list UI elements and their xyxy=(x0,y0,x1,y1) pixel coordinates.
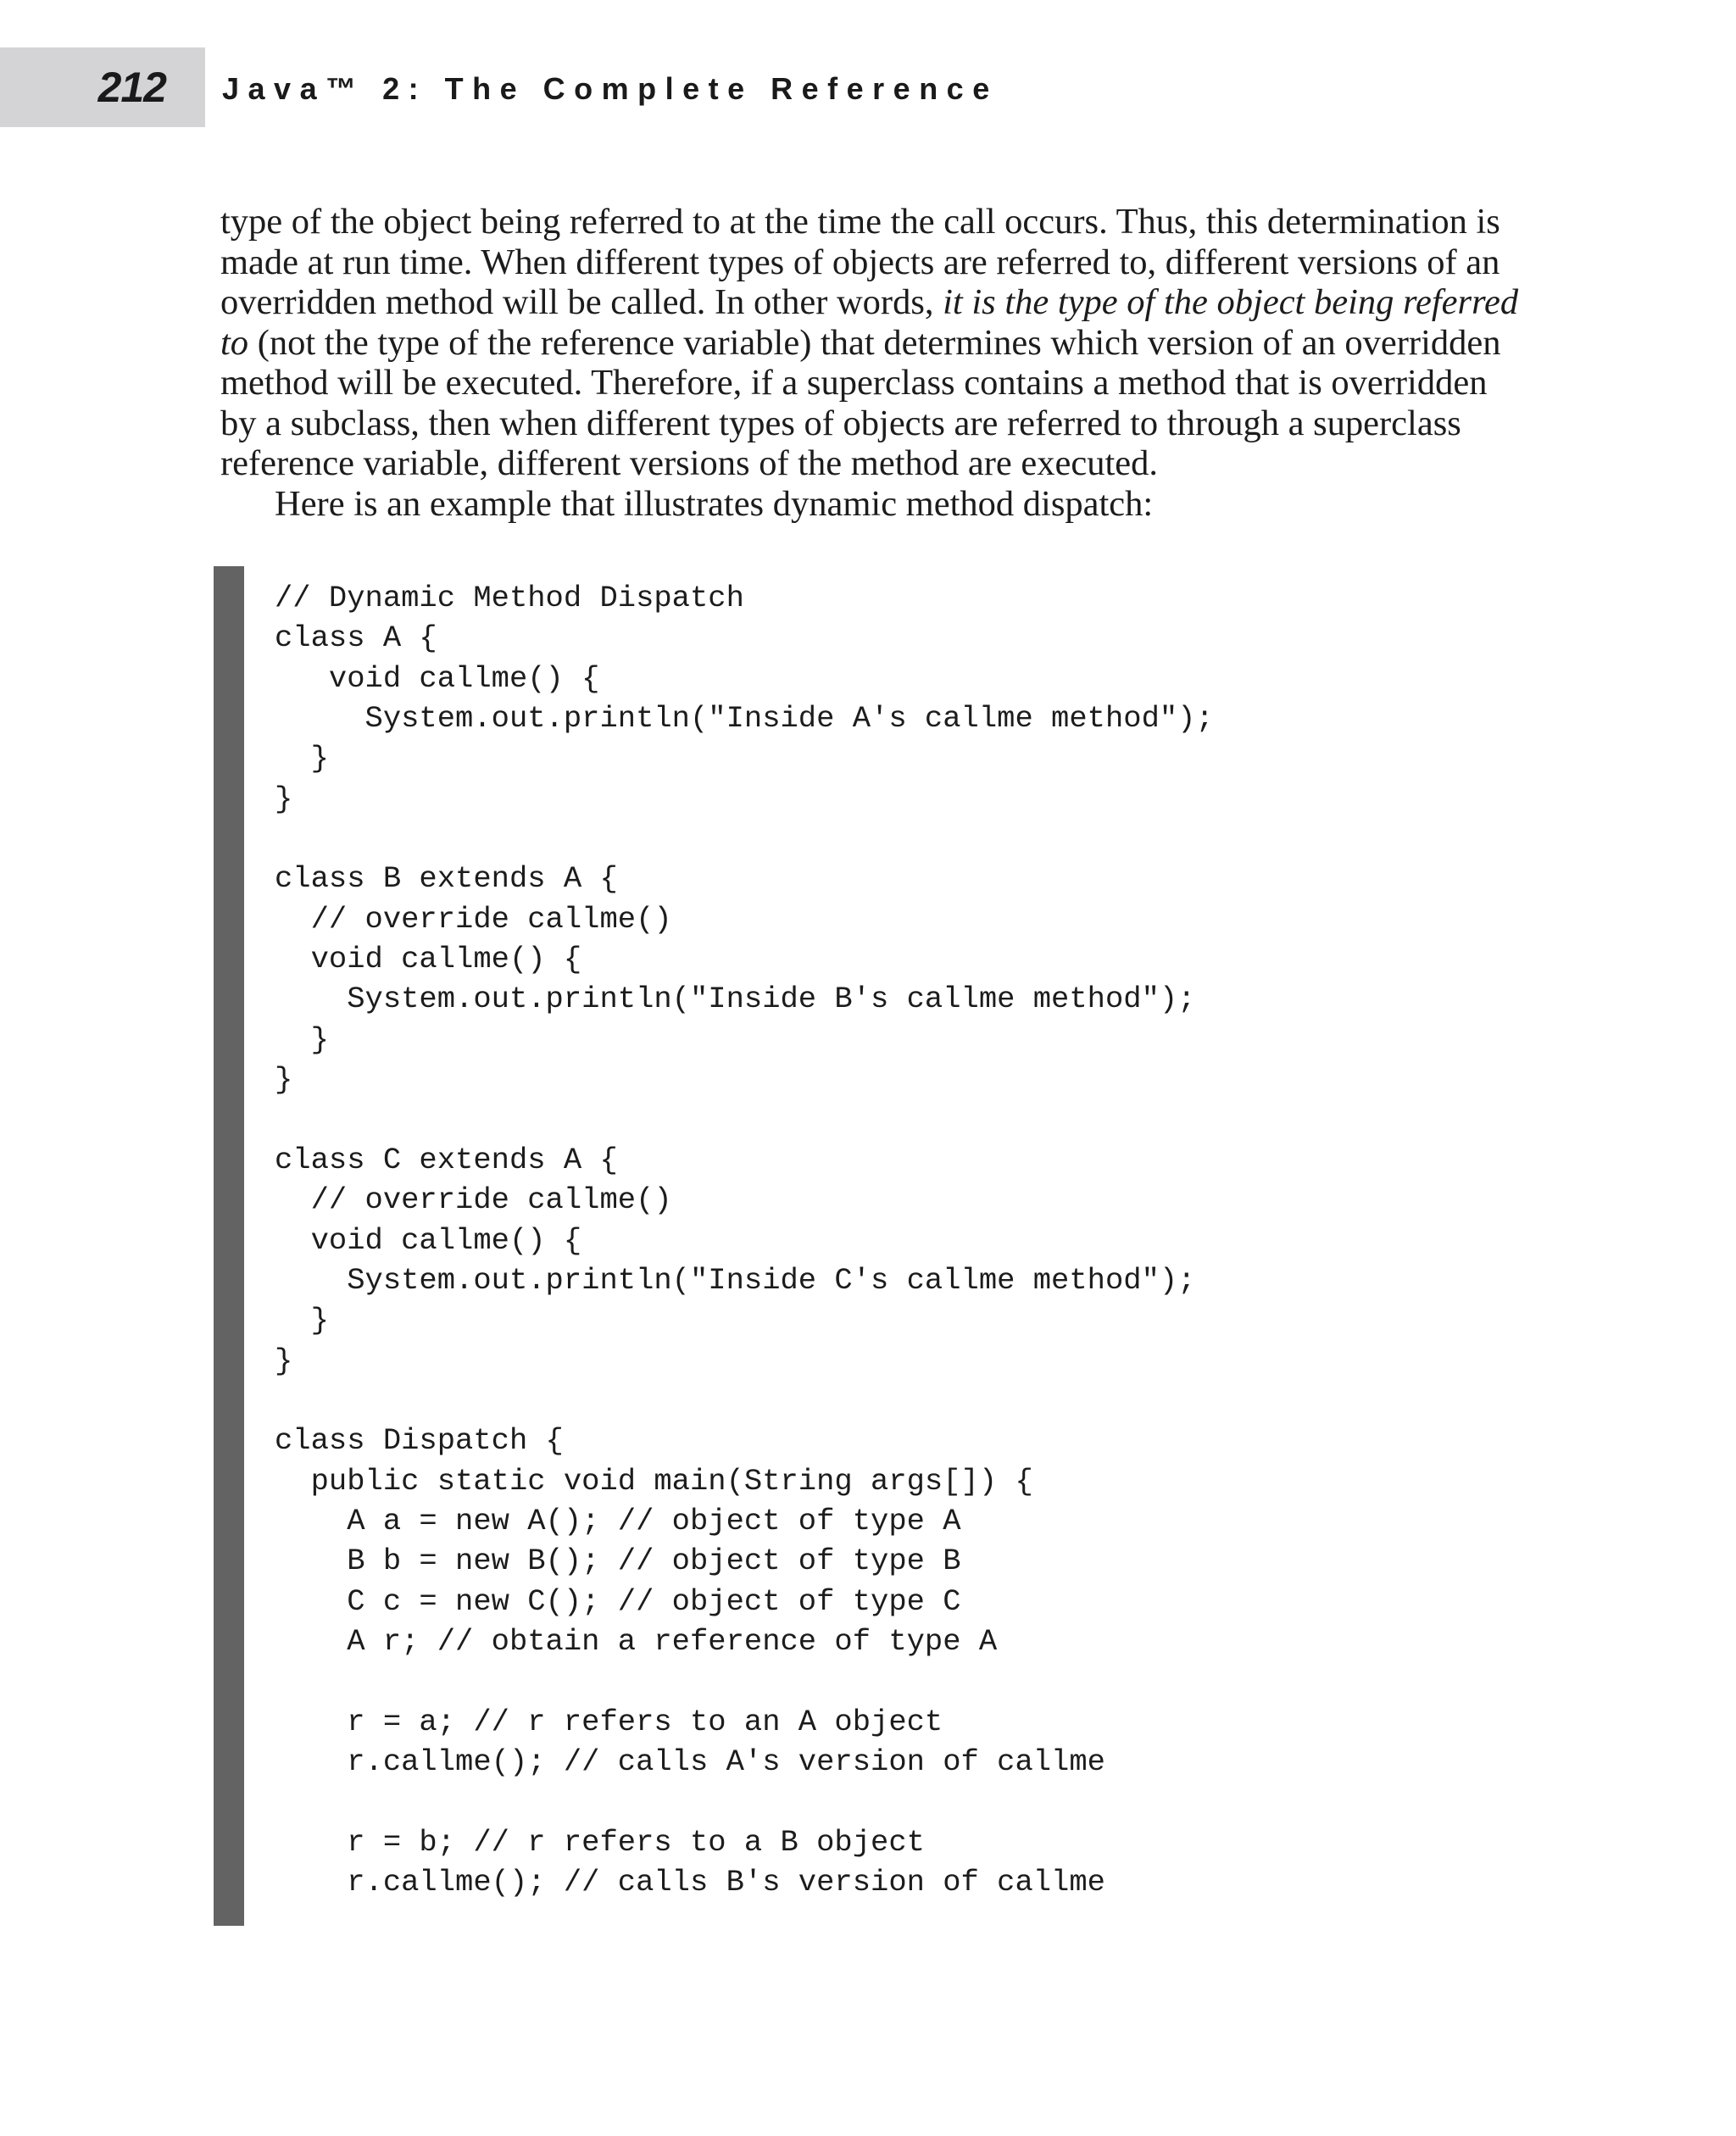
running-head-title: Java™ 2: The Complete Reference xyxy=(222,71,999,106)
paragraph-dynamic-dispatch-explanation xyxy=(220,202,1526,484)
code-listing-bar xyxy=(214,566,244,1926)
body-text xyxy=(220,202,1526,524)
page-number: 212 xyxy=(97,64,166,111)
paragraph-text: (not the type of the reference variable) that determines which version of an overridden method will be executed. Therefore, if a superclass contains a method that is overridden by a subclass, then when different types of objects are referred to through a superclass reference variable, different versions of the method are executed. xyxy=(220,322,1501,483)
paragraph-text: type of the object being referred to at the time the call occurs. Thus, this determination is made at run time. When different types of objects are referred to, different versions of an overridden method will be called. In other words, xyxy=(220,202,1500,322)
code-listing: // Dynamic Method Dispatch class A { void callme() { System.out.println("Inside A's callme method"); } } class B extends A { // override callme() void callme() { System.out.println("Inside B's callme method"); } } class C extends A { // override callme() void callme() { System.out.println("Inside C's callme method"); } } class Dispatch { public static void main(String args[]) { A a = new A(); // object of type A B b = new B(); // object of type B C c = new C(); // object of type C A r; // obtain a reference of type A r = a; // r refers to an A object r.callme(); // calls A's version of callme r = b; // r refers to a B object r.callme(); // calls B's version of callme xyxy=(275,581,1214,1900)
page-number-tab xyxy=(0,47,205,127)
paragraph-example-intro: Here is an example that illustrates dynamic method dispatch: xyxy=(275,483,1154,524)
emphasized-text: it is the type of the object being referred to xyxy=(220,282,1519,363)
